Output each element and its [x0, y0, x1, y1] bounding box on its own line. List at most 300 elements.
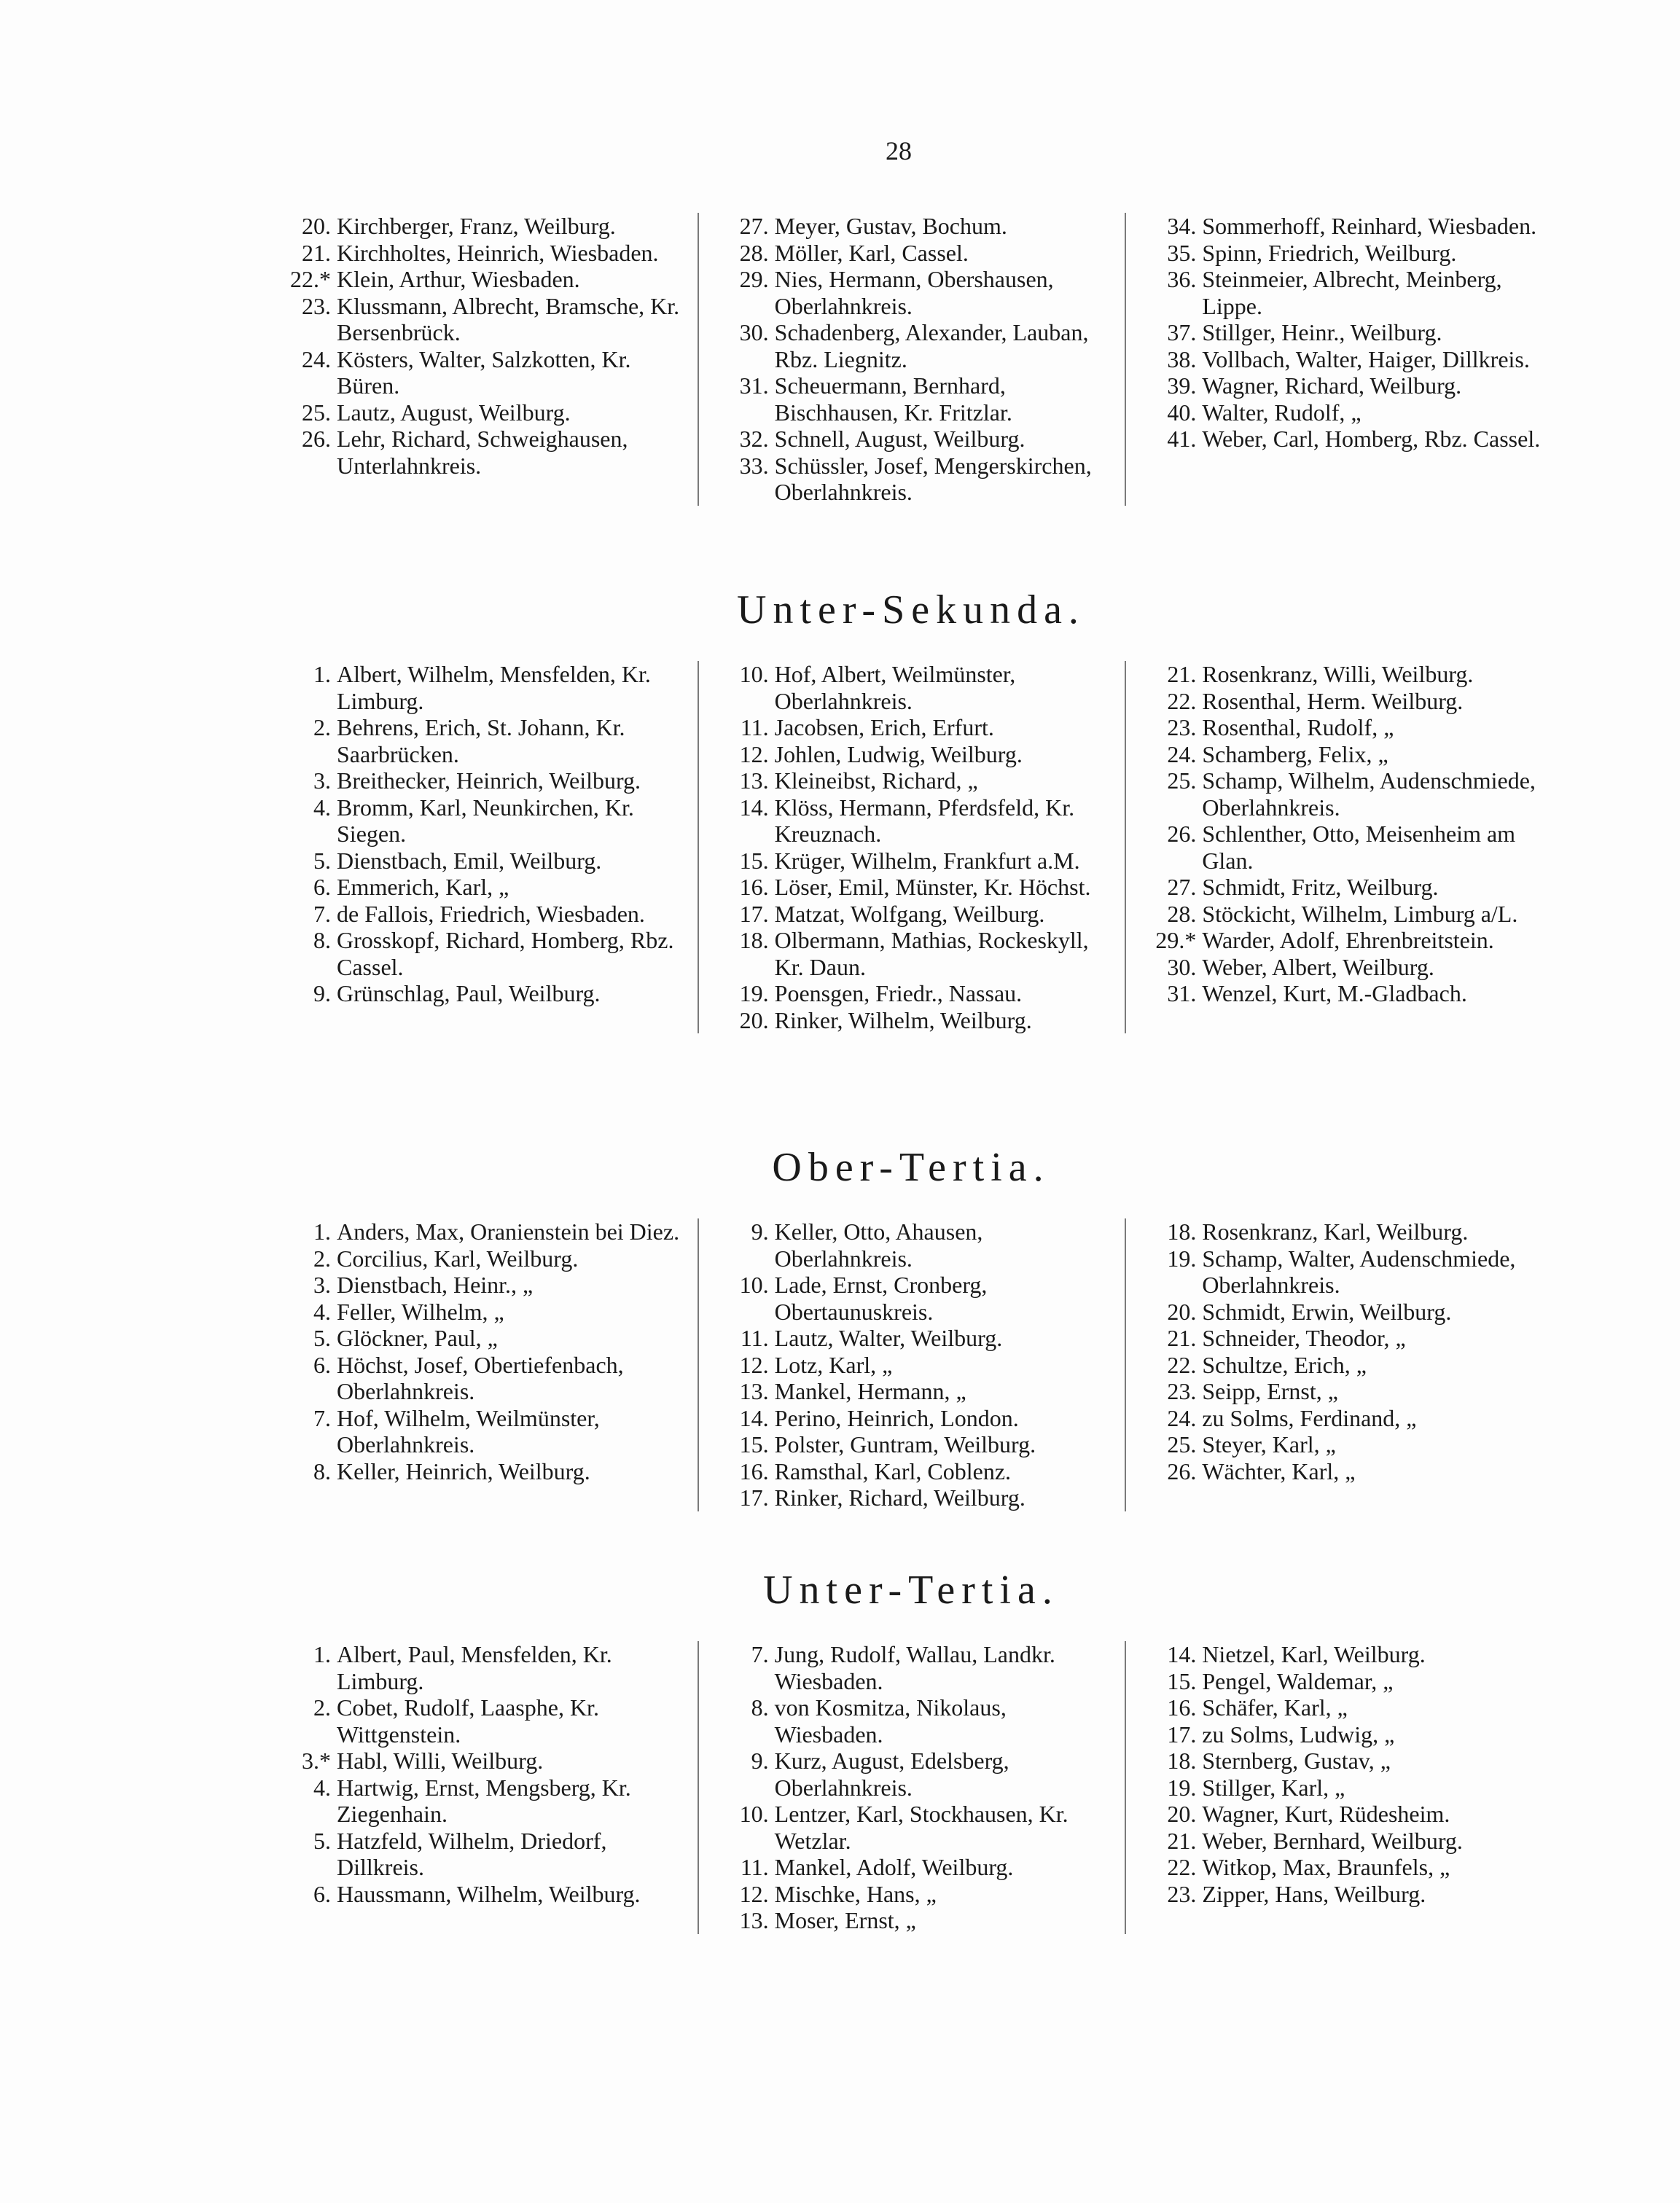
- entry-name: Sternberg, Gustav, „: [1202, 1748, 1391, 1774]
- entry-name: Sommerhoff, Reinhard, Wiesbaden.: [1202, 213, 1537, 239]
- list-item: [1135, 1378, 1545, 1405]
- list-item: [270, 848, 690, 874]
- entry-name: Schadenberg, Alexander, Lauban, Rbz. Liegnitz.: [774, 319, 1089, 372]
- entry-name: Rosenthal, Rudolf, „: [1202, 714, 1394, 740]
- list-item: [1135, 1431, 1545, 1458]
- list-item: [1135, 1668, 1545, 1695]
- entry-number: 32.: [739, 426, 769, 452]
- entry-name: Glöckner, Paul, „: [337, 1325, 498, 1351]
- list-item: [270, 1299, 690, 1326]
- entry-number: 25.: [1167, 1431, 1197, 1457]
- entry-name: Steyer, Karl, „: [1202, 1431, 1336, 1457]
- entry-name: Schlenther, Otto, Meisenheim am Glan.: [1202, 821, 1516, 874]
- entry-name: Emmerich, Karl, „: [337, 874, 509, 900]
- list-item: [1135, 874, 1545, 901]
- entry-name: Nietzel, Karl, Weilburg.: [1202, 1641, 1426, 1667]
- entry-name: Behrens, Erich, St. Johann, Kr. Saarbrücken.: [337, 714, 625, 767]
- entry-name: Keller, Otto, Ahausen, Oberlahnkreis.: [774, 1218, 983, 1272]
- entry-number: 38.: [1167, 345, 1197, 372]
- list-item: [1135, 980, 1545, 1007]
- entry-name: Schamp, Walter, Audenschmiede, Oberlahnkreis.: [1202, 1245, 1516, 1298]
- entry-name: Lotz, Karl, „: [774, 1351, 893, 1378]
- columns: [270, 1641, 1552, 1934]
- entry-number: 24.: [1167, 1404, 1197, 1431]
- list-item: [708, 240, 1118, 267]
- list-item: [708, 1854, 1118, 1881]
- entry-number: 16.: [739, 1457, 769, 1484]
- entry-name: Witkop, Max, Braunfels, „: [1202, 1854, 1450, 1880]
- list-item: [270, 794, 690, 848]
- entry-number: 10.: [739, 1272, 769, 1298]
- list-item: [270, 1352, 690, 1405]
- list-item: [708, 1801, 1118, 1854]
- list-item: [270, 1748, 690, 1774]
- list-item: [708, 741, 1118, 768]
- entry-number: 21.: [1167, 661, 1197, 687]
- entry-name: Schultze, Erich, „: [1202, 1351, 1367, 1378]
- entry-number: 23.: [1167, 1880, 1197, 1907]
- list-item: [708, 661, 1118, 714]
- entry-number: 24.: [1167, 740, 1197, 767]
- entry-number: 7.: [751, 1641, 769, 1667]
- entry-number: 19.: [1167, 1245, 1197, 1272]
- entry-name: Poensgen, Friedr., Nassau.: [774, 980, 1023, 1006]
- entry-name: Perino, Heinrich, London.: [774, 1404, 1019, 1431]
- column: [270, 1218, 698, 1511]
- entry-number: 29.*: [1155, 927, 1197, 953]
- entry-name: Weber, Carl, Homberg, Rbz. Cassel.: [1202, 426, 1541, 452]
- entry-number: 21.: [302, 239, 331, 266]
- entry-number: 31.: [739, 372, 769, 399]
- entry-number: 9.: [313, 980, 331, 1006]
- entry-number: 5.: [313, 1325, 331, 1351]
- list-item: [708, 1378, 1118, 1405]
- entry-name: Schmidt, Fritz, Weilburg.: [1202, 874, 1439, 900]
- column: [698, 1641, 1125, 1934]
- entry-number: 9.: [751, 1748, 769, 1774]
- entry-number: 20.: [302, 213, 331, 239]
- entry-number: 41.: [1167, 426, 1197, 452]
- list-item: [1135, 927, 1545, 954]
- list-item: [708, 426, 1118, 453]
- list-item: [1135, 954, 1545, 981]
- entry-number: 3.: [313, 767, 331, 794]
- list-item: [1135, 1299, 1545, 1326]
- entry-name: Dienstbach, Emil, Weilburg.: [337, 847, 602, 874]
- entry-number: 27.: [739, 213, 769, 239]
- section-unter-sekunda: [270, 587, 1552, 1033]
- list-item: [708, 1748, 1118, 1801]
- list-item: [708, 1272, 1118, 1325]
- entry-name: Rinker, Wilhelm, Weilburg.: [774, 1006, 1032, 1033]
- list-item: [1135, 1694, 1545, 1721]
- list-item: [1135, 1828, 1545, 1855]
- list-item: [270, 1828, 690, 1881]
- columns: [270, 213, 1552, 506]
- entry-number: 18.: [1167, 1748, 1197, 1774]
- entry-name: Schüssler, Josef, Mengerskirchen, Oberlahnkreis.: [774, 452, 1092, 505]
- entry-number: 13.: [739, 1378, 769, 1404]
- list-item: [708, 980, 1118, 1007]
- entry-number: 31.: [1167, 980, 1197, 1006]
- entry-name: Hof, Wilhelm, Weilmünster, Oberlahnkreis.: [337, 1404, 600, 1457]
- entry-number: 1.: [313, 1218, 331, 1245]
- entry-name: Meyer, Gustav, Bochum.: [774, 213, 1007, 239]
- section-heading: Unter-Tertia.: [763, 1568, 1059, 1613]
- list-item: [1135, 688, 1545, 715]
- list-item: [1135, 714, 1545, 741]
- entry-number: 12.: [739, 1351, 769, 1378]
- entry-name: Ramsthal, Karl, Coblenz.: [774, 1457, 1012, 1484]
- entry-number: 20.: [1167, 1298, 1197, 1325]
- list-item: [708, 372, 1118, 426]
- entry-number: 6.: [313, 1351, 331, 1378]
- list-item: [708, 1641, 1118, 1694]
- list-item: [708, 1907, 1118, 1934]
- list-item: [708, 453, 1118, 506]
- entry-name: Feller, Wilhelm, „: [337, 1298, 504, 1325]
- entry-name: Krüger, Wilhelm, Frankfurt a.M.: [774, 847, 1080, 874]
- entry-name: Rosenkranz, Willi, Weilburg.: [1202, 661, 1474, 687]
- list-item: [270, 1641, 690, 1694]
- entry-name: Corcilius, Karl, Weilburg.: [337, 1245, 579, 1272]
- entry-number: 16.: [739, 874, 769, 900]
- entry-number: 20.: [739, 1006, 769, 1033]
- entry-name: Grünschlag, Paul, Weilburg.: [337, 980, 601, 1006]
- entry-number: 12.: [739, 1880, 769, 1907]
- entry-name: Lade, Ernst, Cronberg, Obertaunuskreis.: [774, 1272, 988, 1325]
- entry-number: 40.: [1167, 399, 1197, 426]
- entry-number: 3.*: [302, 1748, 331, 1774]
- entry-name: Wagner, Kurt, Rüdesheim.: [1202, 1801, 1450, 1827]
- list-item: [270, 1458, 690, 1485]
- list-item: [270, 661, 690, 714]
- list-item: [1135, 426, 1545, 453]
- entry-name: Vollbach, Walter, Haiger, Dillkreis.: [1202, 345, 1530, 372]
- list-item: [708, 1431, 1118, 1458]
- entry-name: Seipp, Ernst, „: [1202, 1378, 1338, 1404]
- entry-name: Klöss, Hermann, Pferdsfeld, Kr. Kreuznach.: [774, 794, 1075, 847]
- entry-number: 1.: [313, 661, 331, 687]
- entry-name: Kirchholtes, Heinrich, Wiesbaden.: [337, 239, 659, 266]
- entry-name: Moser, Ernst, „: [774, 1907, 916, 1933]
- entry-number: 17.: [739, 900, 769, 927]
- entry-number: 18.: [739, 927, 769, 953]
- entry-number: 2.: [313, 1694, 331, 1721]
- entry-name: zu Solms, Ludwig, „: [1202, 1721, 1395, 1748]
- entry-name: Kurz, August, Edelsberg, Oberlahnkreis.: [774, 1748, 1009, 1801]
- entry-number: 22.: [1167, 1351, 1197, 1378]
- entry-number: 7.: [313, 900, 331, 927]
- list-item: [1135, 1352, 1545, 1379]
- entry-name: Spinn, Friedrich, Weilburg.: [1202, 239, 1457, 266]
- list-item: [1135, 213, 1545, 240]
- entry-name: Klein, Arthur, Wiesbaden.: [337, 266, 580, 292]
- list-item: [708, 1458, 1118, 1485]
- list-item: [1135, 1245, 1545, 1299]
- entry-number: 14.: [739, 794, 769, 821]
- entry-number: 22.: [1167, 1854, 1197, 1880]
- entry-number: 19.: [1167, 1774, 1197, 1801]
- entry-number: 26.: [1167, 1457, 1197, 1484]
- columns: [270, 661, 1552, 1033]
- list-item: [270, 240, 690, 267]
- entry-name: Stillger, Karl, „: [1202, 1774, 1345, 1801]
- entry-name: Polster, Guntram, Weilburg.: [774, 1431, 1036, 1457]
- entry-number: 28.: [1167, 900, 1197, 927]
- entry-number: 34.: [1167, 213, 1197, 239]
- entry-name: Löser, Emil, Münster, Kr. Höchst.: [774, 874, 1091, 900]
- entry-number: 4.: [313, 794, 331, 821]
- entry-number: 30.: [1167, 953, 1197, 980]
- section-continuation: [270, 213, 1552, 506]
- list-item: [1135, 240, 1545, 267]
- entry-name: Weber, Albert, Weilburg.: [1202, 953, 1434, 980]
- entry-number: 15.: [739, 847, 769, 874]
- entry-name: von Kosmitza, Nikolaus, Wiesbaden.: [774, 1694, 1007, 1748]
- entry-name: Rosenthal, Herm. Weilburg.: [1202, 687, 1464, 714]
- entry-number: 30.: [739, 319, 769, 345]
- entry-number: 5.: [313, 847, 331, 874]
- list-item: [270, 1272, 690, 1299]
- entry-name: Hof, Albert, Weilmünster, Oberlahnkreis.: [774, 661, 1016, 714]
- list-item: [708, 1484, 1118, 1511]
- list-item: [1135, 1854, 1545, 1881]
- entry-number: 23.: [302, 292, 331, 319]
- entry-name: Rinker, Richard, Weilburg.: [774, 1484, 1025, 1511]
- list-item: [270, 901, 690, 928]
- entry-number: 6.: [313, 874, 331, 900]
- list-item: [708, 794, 1118, 848]
- entry-name: Hartwig, Ernst, Mengsberg, Kr. Ziegenhain.: [337, 1774, 631, 1827]
- entry-name: Matzat, Wolfgang, Weilburg.: [774, 900, 1045, 927]
- list-item: [270, 266, 690, 293]
- entry-name: zu Solms, Ferdinand, „: [1202, 1404, 1417, 1431]
- entry-number: 20.: [1167, 1801, 1197, 1827]
- entry-number: 13.: [739, 1907, 769, 1933]
- entry-name: Lehr, Richard, Schweighausen, Unterlahnkreis.: [337, 426, 628, 479]
- list-item: [1135, 1881, 1545, 1908]
- entry-number: 33.: [739, 452, 769, 479]
- entry-name: Pengel, Waldemar, „: [1202, 1667, 1394, 1694]
- entry-number: 5.: [313, 1827, 331, 1854]
- list-item: [708, 927, 1118, 980]
- entry-number: 23.: [1167, 1378, 1197, 1404]
- entry-number: 26.: [1167, 821, 1197, 847]
- entry-name: Mischke, Hans, „: [774, 1880, 937, 1907]
- entry-number: 4.: [313, 1298, 331, 1325]
- list-item: [270, 874, 690, 901]
- entry-number: 39.: [1167, 372, 1197, 399]
- page-number: 28: [886, 136, 912, 165]
- list-item: [708, 1007, 1118, 1034]
- entry-name: Scheuermann, Bernhard, Bischhausen, Kr. Fritzlar.: [774, 372, 1012, 426]
- section-unter-tertia: [270, 1567, 1552, 1934]
- entry-name: Keller, Heinrich, Weilburg.: [337, 1457, 590, 1484]
- entry-name: Walter, Rudolf, „: [1202, 399, 1361, 426]
- list-item: [270, 980, 690, 1007]
- entry-name: Schamberg, Felix, „: [1202, 740, 1388, 767]
- entry-name: Lautz, Walter, Weilburg.: [774, 1325, 1003, 1351]
- entry-name: Schnell, August, Weilburg.: [774, 426, 1025, 452]
- entry-name: Warder, Adolf, Ehrenbreitstein.: [1202, 927, 1494, 953]
- entry-name: Mankel, Hermann, „: [774, 1378, 966, 1404]
- entry-name: Hatzfeld, Wilhelm, Driedorf, Dillkreis.: [337, 1827, 607, 1880]
- entry-name: Schneider, Theodor, „: [1202, 1325, 1406, 1351]
- entry-number: 2.: [313, 714, 331, 740]
- entry-number: 23.: [1167, 714, 1197, 740]
- list-item: [270, 714, 690, 767]
- entry-number: 16.: [1167, 1694, 1197, 1721]
- list-item: [270, 927, 690, 980]
- column: [698, 1218, 1125, 1511]
- column: [1125, 1218, 1552, 1511]
- entry-number: 35.: [1167, 239, 1197, 266]
- entry-number: 2.: [313, 1245, 331, 1272]
- entry-number: 8.: [313, 927, 331, 953]
- list-item: [708, 1325, 1118, 1352]
- entry-number: 17.: [1167, 1721, 1197, 1748]
- column: [698, 661, 1125, 1033]
- list-item: [1135, 1405, 1545, 1432]
- list-item: [708, 319, 1118, 372]
- entry-name: Weber, Bernhard, Weilburg.: [1202, 1827, 1463, 1854]
- entry-name: Albert, Wilhelm, Mensfelden, Kr. Limburg.: [337, 661, 651, 714]
- column: [698, 213, 1125, 506]
- entry-name: Kirchberger, Franz, Weilburg.: [337, 213, 616, 239]
- entry-number: 12.: [739, 740, 769, 767]
- list-item: [1135, 1218, 1545, 1245]
- list-item: [1135, 901, 1545, 928]
- entry-name: Olbermann, Mathias, Rockeskyll, Kr. Daun.: [774, 927, 1089, 980]
- entry-number: 14.: [739, 1404, 769, 1431]
- list-item: [1135, 1774, 1545, 1801]
- list-item: [708, 874, 1118, 901]
- list-item: [708, 1405, 1118, 1432]
- entry-name: Möller, Karl, Cassel.: [774, 239, 969, 266]
- list-item: [1135, 1641, 1545, 1668]
- section-heading: Ober-Tertia.: [772, 1145, 1050, 1190]
- list-item: [708, 1218, 1118, 1272]
- list-item: [1135, 1721, 1545, 1748]
- entry-number: 36.: [1167, 266, 1197, 292]
- entry-number: 9.: [751, 1218, 769, 1245]
- entry-number: 4.: [313, 1774, 331, 1801]
- section-ober-tertia: [270, 1144, 1552, 1511]
- entry-number: 13.: [739, 767, 769, 794]
- entry-name: Habl, Willi, Weilburg.: [337, 1748, 544, 1774]
- list-item: [270, 1774, 690, 1828]
- entry-number: 11.: [740, 1325, 769, 1351]
- entry-name: Lentzer, Karl, Stockhausen, Kr. Wetzlar.: [774, 1801, 1068, 1854]
- entry-name: Cobet, Rudolf, Laasphe, Kr. Wittgenstein.: [337, 1694, 599, 1748]
- entry-name: Wächter, Karl, „: [1202, 1457, 1356, 1484]
- entry-name: Dienstbach, Heinr., „: [337, 1272, 534, 1298]
- entry-number: 14.: [1167, 1641, 1197, 1667]
- list-item: [270, 1325, 690, 1352]
- entry-name: Stillger, Heinr., Weilburg.: [1202, 319, 1442, 345]
- entry-name: Mankel, Adolf, Weilburg.: [774, 1854, 1014, 1880]
- entry-number: 21.: [1167, 1325, 1197, 1351]
- entry-name: Schamp, Wilhelm, Audenschmiede, Oberlahnkreis.: [1202, 767, 1536, 821]
- entry-number: 19.: [739, 980, 769, 1006]
- list-item: [708, 213, 1118, 240]
- list-item: [270, 1881, 690, 1908]
- list-item: [1135, 821, 1545, 874]
- list-item: [270, 1245, 690, 1272]
- entry-number: 27.: [1167, 874, 1197, 900]
- list-item: [1135, 319, 1545, 346]
- column: [270, 661, 698, 1033]
- entry-number: 8.: [751, 1694, 769, 1721]
- list-item: [270, 213, 690, 240]
- entry-number: 37.: [1167, 319, 1197, 345]
- list-item: [1135, 266, 1545, 319]
- entry-name: Jacobsen, Erich, Erfurt.: [774, 714, 994, 740]
- entry-number: 3.: [313, 1272, 331, 1298]
- list-item: [270, 1218, 690, 1245]
- list-item: [1135, 1801, 1545, 1828]
- entry-name: Johlen, Ludwig, Weilburg.: [774, 740, 1023, 767]
- entry-name: Schmidt, Erwin, Weilburg.: [1202, 1298, 1452, 1325]
- column: [270, 1641, 698, 1934]
- entry-name: Zipper, Hans, Weilburg.: [1202, 1880, 1426, 1907]
- list-item: [1135, 661, 1545, 688]
- list-item: [270, 767, 690, 794]
- entry-name: Stöckicht, Wilhelm, Limburg a/L.: [1202, 900, 1518, 927]
- entry-number: 10.: [739, 661, 769, 687]
- entry-name: Haussmann, Wilhelm, Weilburg.: [337, 1880, 641, 1907]
- entry-number: 24.: [302, 345, 331, 372]
- entry-number: 22.: [1167, 687, 1197, 714]
- entry-number: 15.: [739, 1431, 769, 1457]
- entry-name: Jung, Rudolf, Wallau, Landkr. Wiesbaden.: [774, 1641, 1055, 1694]
- list-item: [270, 426, 690, 479]
- entry-number: 15.: [1167, 1667, 1197, 1694]
- entry-name: Anders, Max, Oranienstein bei Diez.: [337, 1218, 680, 1245]
- list-item: [1135, 767, 1545, 821]
- entry-name: Wagner, Richard, Weilburg.: [1202, 372, 1462, 399]
- entry-name: Kösters, Walter, Salzkotten, Kr. Büren.: [337, 345, 631, 399]
- list-item: [1135, 741, 1545, 768]
- entry-name: Höchst, Josef, Obertiefenbach, Oberlahnkreis.: [337, 1351, 624, 1404]
- section-heading: Unter-Sekunda.: [737, 587, 1085, 633]
- entry-number: 7.: [313, 1404, 331, 1431]
- list-item: [1135, 1458, 1545, 1485]
- entry-number: 25.: [1167, 767, 1197, 794]
- entry-number: 6.: [313, 1880, 331, 1907]
- entry-number: 10.: [739, 1801, 769, 1827]
- list-item: [270, 1405, 690, 1458]
- entry-name: Grosskopf, Richard, Homberg, Rbz. Cassel.: [337, 927, 674, 980]
- entry-number: 26.: [302, 426, 331, 452]
- entry-name: Lautz, August, Weilburg.: [337, 399, 571, 426]
- list-item: [708, 1352, 1118, 1379]
- entry-number: 11.: [740, 1854, 769, 1880]
- list-item: [270, 1694, 690, 1748]
- column: [1125, 661, 1552, 1033]
- list-item: [1135, 372, 1545, 399]
- list-item: [1135, 1325, 1545, 1352]
- list-item: [708, 714, 1118, 741]
- list-item: [1135, 1748, 1545, 1774]
- entry-number: 11.: [740, 714, 769, 740]
- entry-number: 1.: [313, 1641, 331, 1667]
- list-item: [270, 399, 690, 426]
- entry-name: Kleineibst, Richard, „: [774, 767, 978, 794]
- columns: [270, 1218, 1552, 1511]
- entry-number: 17.: [739, 1484, 769, 1511]
